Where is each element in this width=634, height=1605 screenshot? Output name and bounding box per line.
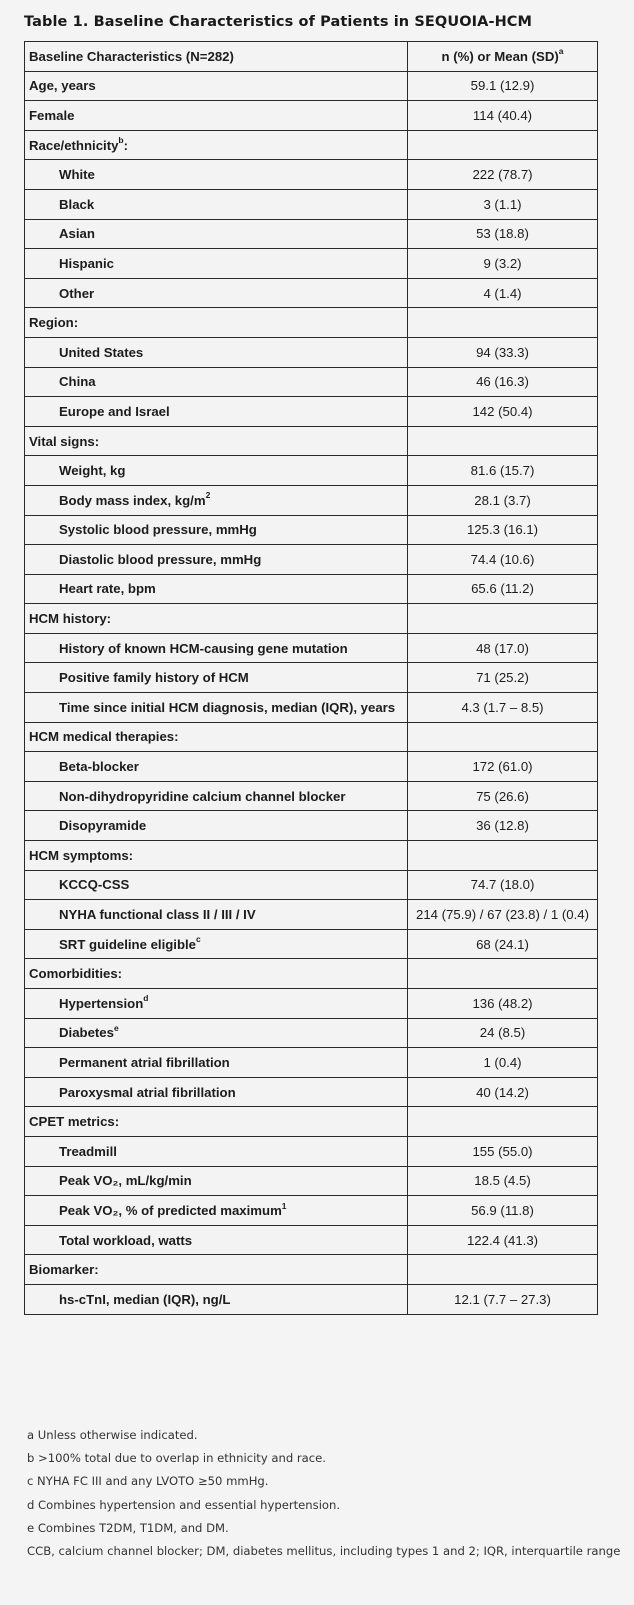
row-label: Positive family history of HCM xyxy=(59,670,249,686)
row-value-cell xyxy=(408,1107,598,1137)
row-label-cell xyxy=(25,633,408,663)
row-label-cell xyxy=(25,959,408,989)
row-label-cell xyxy=(25,545,408,575)
row-label-cell xyxy=(25,900,408,930)
row-label: Race/ethnicity xyxy=(29,137,119,153)
row-value: 4.3 (1.7 – 8.5) xyxy=(461,699,544,715)
row-value: 3 (1.1) xyxy=(483,196,522,212)
table-row xyxy=(25,101,598,131)
row-value-cell xyxy=(408,841,598,871)
section-header-row xyxy=(25,426,598,456)
row-value: 222 (78.7) xyxy=(472,167,533,183)
row-label-cell xyxy=(25,929,408,959)
row-label-cell xyxy=(25,1225,408,1255)
row-label-cell xyxy=(25,337,408,367)
row-label-cell xyxy=(25,367,408,397)
row-label-cell xyxy=(25,426,408,456)
table-row xyxy=(25,456,598,486)
row-label-cell xyxy=(25,219,408,249)
row-value-cell xyxy=(408,367,598,397)
row-value: 114 (40.4) xyxy=(472,107,533,123)
section-header-row xyxy=(25,130,598,160)
row-value: 172 (61.0) xyxy=(472,759,533,775)
row-label-cell xyxy=(25,1196,408,1226)
row-label: Biomarker: xyxy=(29,1262,99,1278)
row-value: 9 (3.2) xyxy=(483,255,522,271)
row-value: 81.6 (15.7) xyxy=(470,463,535,479)
footnote-mark: b xyxy=(118,135,124,146)
row-value-cell xyxy=(408,929,598,959)
row-label: History of known HCM-causing gene mutation xyxy=(59,640,348,656)
table-row xyxy=(25,1196,598,1226)
row-value: 53 (18.8) xyxy=(476,226,529,242)
row-label: Time since initial HCM diagnosis, median (IQR), years xyxy=(59,699,396,715)
header-label: Baseline Characteristics (N=282) xyxy=(29,48,234,64)
row-label-cell xyxy=(25,1136,408,1166)
row-label: Paroxysmal atrial fibrillation xyxy=(59,1084,236,1100)
footnote: d Combines hypertension and essential hypertension. xyxy=(27,1497,341,1512)
footnote-mark: e xyxy=(113,1023,119,1033)
table-row xyxy=(25,485,598,515)
footnote-mark: c xyxy=(196,934,201,945)
footnotes xyxy=(27,1424,627,1563)
row-value: 74.7 (18.0) xyxy=(470,877,535,893)
section-header-row xyxy=(25,308,598,338)
table-row xyxy=(25,219,598,249)
row-label: Hypertension xyxy=(59,995,144,1011)
section-header-row xyxy=(25,722,598,752)
row-value: 24 (8.5) xyxy=(479,1025,526,1041)
table-row xyxy=(25,929,598,959)
row-label: HCM history: xyxy=(29,611,112,627)
row-label: hs-cTnI, median (IQR), ng/L xyxy=(59,1291,231,1307)
row-label-cell xyxy=(25,663,408,693)
row-label: HCM symptoms: xyxy=(29,847,134,863)
table-row xyxy=(25,545,598,575)
table-row xyxy=(25,397,598,427)
row-label: KCCQ-CSS xyxy=(59,877,130,893)
row-label: Body mass index, kg/m xyxy=(59,492,206,508)
row-label-cell xyxy=(25,574,408,604)
row-value-cell xyxy=(408,219,598,249)
row-value-cell xyxy=(408,752,598,782)
row-value-cell xyxy=(408,71,598,101)
row-value: 4 (1.4) xyxy=(483,285,522,301)
row-value-cell xyxy=(408,160,598,190)
table-row xyxy=(25,693,598,723)
row-label: Comorbidities: xyxy=(29,966,123,982)
table-row xyxy=(25,367,598,397)
row-label: Non-dihydropyridine calcium channel blocker xyxy=(59,788,346,804)
row-value-cell xyxy=(408,189,598,219)
footnote: b >100% total due to overlap in ethnicity and race. xyxy=(27,1451,326,1466)
row-label: Region: xyxy=(29,315,79,331)
row-value: 94 (33.3) xyxy=(476,344,529,360)
row-value: 40 (14.2) xyxy=(476,1084,529,1100)
table-row xyxy=(25,337,598,367)
row-value-cell xyxy=(408,633,598,663)
row-value: 155 (55.0) xyxy=(472,1143,533,1159)
section-header-row xyxy=(25,959,598,989)
row-label-cell xyxy=(25,278,408,308)
row-label-cell xyxy=(25,781,408,811)
row-label: Beta-blocker xyxy=(59,759,139,775)
row-label-cell xyxy=(25,1048,408,1078)
row-value-cell xyxy=(408,130,598,160)
table-row xyxy=(25,189,598,219)
row-value-cell xyxy=(408,1255,598,1285)
row-value: 214 (75.9) / 67 (23.8) / 1 (0.4) xyxy=(416,907,589,923)
row-value-cell xyxy=(408,1196,598,1226)
row-label-cell xyxy=(25,752,408,782)
row-label-cell xyxy=(25,1166,408,1196)
row-label-cell xyxy=(25,308,408,338)
row-value-cell xyxy=(408,515,598,545)
row-value: 142 (50.4) xyxy=(472,403,533,419)
footnote-mark: d xyxy=(143,993,149,1004)
row-value-cell xyxy=(408,1166,598,1196)
row-value-cell xyxy=(408,1136,598,1166)
row-label: White xyxy=(59,167,95,183)
row-value: 12.1 (7.7 – 27.3) xyxy=(454,1291,551,1307)
row-label-cell xyxy=(25,693,408,723)
row-value: 18.5 (4.5) xyxy=(474,1173,531,1189)
table-row xyxy=(25,1136,598,1166)
row-label-cell xyxy=(25,189,408,219)
row-label: Total workload, watts xyxy=(59,1232,193,1248)
table-row xyxy=(25,633,598,663)
row-label: Black xyxy=(59,196,95,212)
footnote: e Combines T2DM, T1DM, and DM. xyxy=(27,1520,229,1535)
row-label-cell xyxy=(25,1284,408,1314)
row-label: Permanent atrial fibrillation xyxy=(59,1054,230,1070)
row-label-cell xyxy=(25,604,408,634)
row-value-cell xyxy=(408,249,598,279)
row-value-cell xyxy=(408,663,598,693)
row-label: China xyxy=(59,374,96,390)
row-value-cell xyxy=(408,308,598,338)
row-label: Female xyxy=(29,107,75,123)
row-label-cell xyxy=(25,397,408,427)
row-value: 71 (25.2) xyxy=(476,670,529,686)
table-row xyxy=(25,249,598,279)
table-row xyxy=(25,1077,598,1107)
row-value-cell xyxy=(408,1284,598,1314)
row-label: Peak VO₂, % of predicted maximum xyxy=(59,1202,282,1218)
table-body xyxy=(25,42,598,1315)
footnote-mark: 2 xyxy=(205,490,211,501)
row-label-cell xyxy=(25,71,408,101)
row-value-cell xyxy=(408,278,598,308)
row-label: Diabetes xyxy=(59,1025,114,1041)
row-value-cell xyxy=(408,397,598,427)
table-row xyxy=(25,71,598,101)
row-value-cell xyxy=(408,1225,598,1255)
section-header-row xyxy=(25,604,598,634)
row-label: CPET metrics: xyxy=(29,1114,120,1130)
footnote: CCB, calcium channel blocker; DM, diabetes mellitus, including types 1 and 2; IQR, interquartile range xyxy=(27,1543,621,1558)
table-row xyxy=(25,1018,598,1048)
footnote-mark: 1 xyxy=(281,1200,287,1211)
row-value-cell xyxy=(408,604,598,634)
row-value: 136 (48.2) xyxy=(472,995,533,1011)
row-value: 75 (26.6) xyxy=(476,788,529,804)
row-value: 125.3 (16.1) xyxy=(466,522,539,538)
row-value-cell xyxy=(408,1048,598,1078)
row-label: SRT guideline eligible xyxy=(59,936,197,952)
row-value-cell xyxy=(408,900,598,930)
section-header-row xyxy=(25,841,598,871)
row-value-cell xyxy=(408,485,598,515)
row-value: 46 (16.3) xyxy=(476,374,529,390)
table-row xyxy=(25,752,598,782)
row-label: Age, years xyxy=(29,78,96,94)
table-row xyxy=(25,663,598,693)
section-header-row xyxy=(25,1107,598,1137)
row-label: Hispanic xyxy=(59,255,114,271)
row-label-cell xyxy=(25,101,408,131)
row-label-cell xyxy=(25,515,408,545)
table-row xyxy=(25,1225,598,1255)
table-row xyxy=(25,1048,598,1078)
row-value: 56.9 (11.8) xyxy=(471,1202,534,1218)
row-label: NYHA functional class II / III / IV xyxy=(59,907,256,923)
row-value: 36 (12.8) xyxy=(476,818,529,834)
row-value-cell xyxy=(408,1018,598,1048)
table-row xyxy=(25,870,598,900)
row-label: Disopyramide xyxy=(59,818,147,834)
row-label-cell xyxy=(25,841,408,871)
row-label: Peak VO₂, mL/kg/min xyxy=(59,1173,192,1189)
table-row xyxy=(25,1166,598,1196)
table-row xyxy=(25,1284,598,1314)
row-value-cell xyxy=(408,1077,598,1107)
row-label: Weight, kg xyxy=(59,463,126,479)
row-label-suffix: : xyxy=(123,137,129,153)
row-value-cell xyxy=(408,722,598,752)
row-value-cell xyxy=(408,545,598,575)
row-value-cell xyxy=(408,456,598,486)
row-label-cell xyxy=(25,1018,408,1048)
row-value-cell xyxy=(408,959,598,989)
row-value-cell xyxy=(408,574,598,604)
row-value: 28.1 (3.7) xyxy=(474,492,531,508)
row-value: 65.6 (11.2) xyxy=(471,581,534,597)
table-row xyxy=(25,160,598,190)
row-label-cell xyxy=(25,989,408,1019)
section-header-row xyxy=(25,1255,598,1285)
table-row xyxy=(25,989,598,1019)
header-value: n (%) or Mean (SD) xyxy=(441,48,559,64)
table-row xyxy=(25,574,598,604)
row-value-cell xyxy=(408,989,598,1019)
row-value: 74.4 (10.6) xyxy=(470,551,535,567)
row-label: Systolic blood pressure, mmHg xyxy=(59,522,257,538)
header-value-cell xyxy=(408,42,598,72)
row-value-cell xyxy=(408,781,598,811)
row-label-cell xyxy=(25,160,408,190)
row-value: 59.1 (12.9) xyxy=(470,78,535,94)
row-value-cell xyxy=(408,101,598,131)
row-value-cell xyxy=(408,811,598,841)
table-row xyxy=(25,278,598,308)
row-label: Treadmill xyxy=(59,1143,117,1159)
baseline-characteristics-table xyxy=(24,41,598,1315)
row-value: 48 (17.0) xyxy=(476,640,529,656)
row-label-cell xyxy=(25,1255,408,1285)
row-value-cell xyxy=(408,693,598,723)
row-label: Asian xyxy=(59,226,95,242)
footnote: a Unless otherwise indicated. xyxy=(27,1428,198,1442)
row-label: Heart rate, bpm xyxy=(59,581,156,597)
table-row xyxy=(25,515,598,545)
row-label-cell xyxy=(25,1107,408,1137)
row-label: Other xyxy=(59,285,95,301)
row-label-cell xyxy=(25,811,408,841)
table-row xyxy=(25,811,598,841)
row-value: 122.4 (41.3) xyxy=(466,1232,539,1248)
header-value-footnote-mark: a xyxy=(558,46,564,57)
row-label-cell xyxy=(25,870,408,900)
row-label: Europe and Israel xyxy=(59,403,170,419)
row-label-cell xyxy=(25,722,408,752)
row-value-cell xyxy=(408,337,598,367)
row-label-cell xyxy=(25,485,408,515)
row-value: 68 (24.1) xyxy=(476,936,529,952)
row-value-cell xyxy=(408,870,598,900)
table-header-row xyxy=(25,42,598,72)
footnote: c NYHA FC III and any LVOTO ≥50 mmHg. xyxy=(27,1474,269,1489)
row-label: HCM medical therapies: xyxy=(29,729,179,745)
row-label-cell xyxy=(25,249,408,279)
row-label: Diastolic blood pressure, mmHg xyxy=(59,551,262,567)
row-value-cell xyxy=(408,426,598,456)
row-label-cell xyxy=(25,130,408,160)
row-label: Vital signs: xyxy=(29,433,100,449)
row-label-cell xyxy=(25,456,408,486)
table-row xyxy=(25,781,598,811)
row-value: 1 (0.4) xyxy=(483,1054,522,1070)
row-label: United States xyxy=(59,344,144,360)
table-title: Table 1. Baseline Characteristics of Patients in SEQUOIA-HCM xyxy=(24,14,533,30)
row-label-cell xyxy=(25,1077,408,1107)
header-label-cell xyxy=(25,42,408,72)
table-row xyxy=(25,900,598,930)
